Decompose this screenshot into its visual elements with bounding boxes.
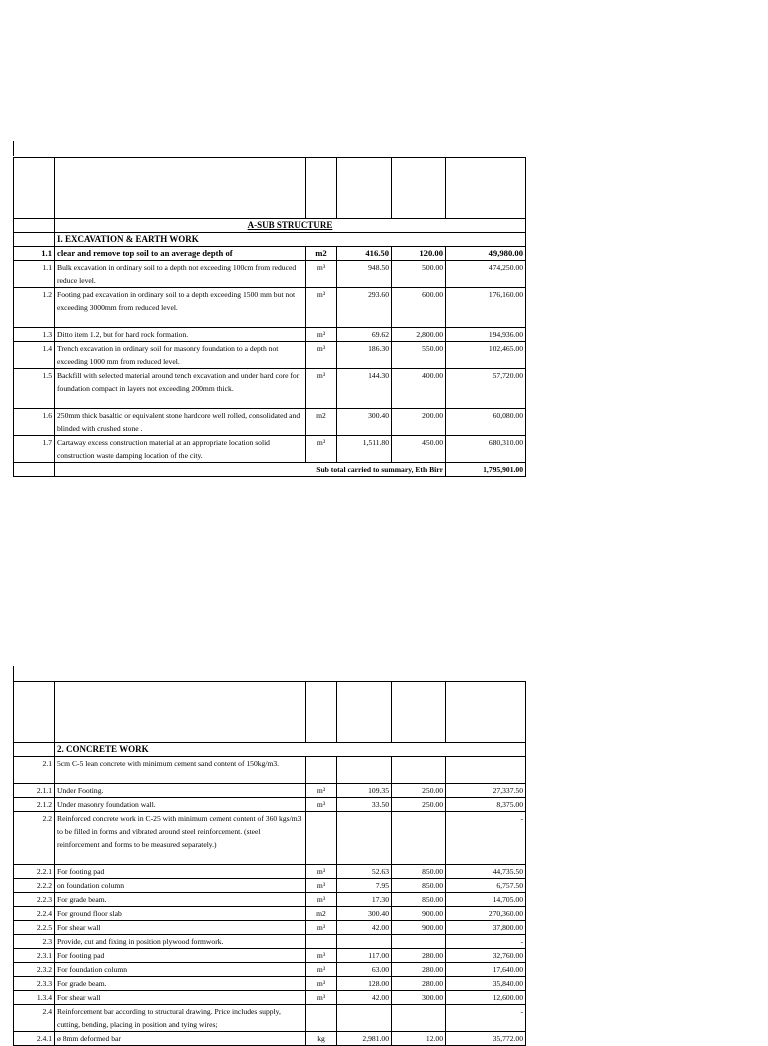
concrete-table — [13, 681, 526, 1046]
item-unit: m2 — [306, 409, 337, 436]
excavation-table — [13, 157, 526, 477]
item-desc: For grade beam. — [55, 977, 306, 991]
item-desc: Bulk excavation in ordinary soil to a depth not exceeding 100cm from reduced reduce level. — [55, 261, 306, 288]
item-qty: 33.50 — [337, 798, 392, 812]
item-unit: kg — [306, 1032, 337, 1046]
item-amount: - — [446, 935, 526, 949]
item-no: 1.2 — [14, 288, 55, 328]
item-qty: 52.63 — [337, 865, 392, 879]
section-heading-row — [14, 743, 526, 757]
item-row — [14, 409, 526, 436]
item-desc: clear and remove top soil to an average depth of — [55, 247, 306, 261]
item-unit: m³ — [306, 436, 337, 463]
item-row — [14, 977, 526, 991]
item-qty — [337, 812, 392, 865]
item-desc: Ditto item 1.2, but for hard rock formation. — [55, 328, 306, 342]
item-unit: m³ — [306, 991, 337, 1005]
item-row — [14, 1005, 526, 1032]
item-qty: 42.00 — [337, 921, 392, 935]
item-amount: 17,640.00 — [446, 963, 526, 977]
item-desc: Backfill with selected material around tench excavation and under hard core for foundation compact in layers not exceeding 200mm thick. — [55, 369, 306, 409]
item-no: 2.1.2 — [14, 798, 55, 812]
item-row — [14, 907, 526, 921]
item-qty — [337, 757, 392, 784]
item-unit: m2 — [306, 907, 337, 921]
item-qty: 42.00 — [337, 991, 392, 1005]
item-rate: 600.00 — [392, 288, 446, 328]
item-no: 2.2.3 — [14, 893, 55, 907]
section-title-row — [14, 219, 526, 233]
item-unit: m³ — [306, 865, 337, 879]
item-qty: 144.30 — [337, 369, 392, 409]
item-unit: m³ — [306, 963, 337, 977]
item-row — [14, 757, 526, 784]
table-header-row — [14, 158, 526, 219]
item-row — [14, 921, 526, 935]
item-amount: 8,375.00 — [446, 798, 526, 812]
item-qty — [337, 935, 392, 949]
item-row — [14, 812, 526, 865]
item-rate — [392, 757, 446, 784]
item-rate: 280.00 — [392, 977, 446, 991]
item-desc: For shear wall — [55, 921, 306, 935]
item-rate: 900.00 — [392, 921, 446, 935]
item-rate: 12.00 — [392, 1032, 446, 1046]
item-rate: 850.00 — [392, 879, 446, 893]
item-rate — [392, 812, 446, 865]
item-row — [14, 369, 526, 409]
item-desc: For ground floor slab — [55, 907, 306, 921]
item-unit: m³ — [306, 342, 337, 369]
item-rate: 850.00 — [392, 893, 446, 907]
item-unit: m³ — [306, 261, 337, 288]
item-row — [14, 436, 526, 463]
item-qty: 1,511.80 — [337, 436, 392, 463]
item-unit: m³ — [306, 921, 337, 935]
item-amount — [446, 757, 526, 784]
item-rate: 550.00 — [392, 342, 446, 369]
item-amount: 35,772.00 — [446, 1032, 526, 1046]
item-row — [14, 991, 526, 1005]
item-amount: 14,705.00 — [446, 893, 526, 907]
item-amount: 27,337.50 — [446, 784, 526, 798]
section-heading-row — [14, 233, 526, 247]
item-qty: 2,981.00 — [337, 1032, 392, 1046]
section-heading: I. EXCAVATION & EARTH WORK — [55, 233, 526, 247]
item-desc: ø 8mm deformed bar — [55, 1032, 306, 1046]
item-desc: For foundation column — [55, 963, 306, 977]
item-unit: m³ — [306, 369, 337, 409]
item-amount: 60,080.00 — [446, 409, 526, 436]
item-amount: - — [446, 812, 526, 865]
item-no: 2.1 — [14, 757, 55, 784]
item-row — [14, 261, 526, 288]
item-desc: Footing pad excavation in ordinary soil to a depth exceeding 1500 mm but not exceeding 3000mm from reduced level. — [55, 288, 306, 328]
item-rate — [392, 935, 446, 949]
item-row — [14, 949, 526, 963]
item-no: 1.3.4 — [14, 991, 55, 1005]
item-qty: 948.50 — [337, 261, 392, 288]
item-rate: 300.00 — [392, 991, 446, 1005]
item-amount: 102,465.00 — [446, 342, 526, 369]
item-row — [14, 1032, 526, 1046]
item-amount: 194,936.00 — [446, 328, 526, 342]
item-desc: Under Footing. — [55, 784, 306, 798]
item-qty: 63.00 — [337, 963, 392, 977]
page-marker-bottom — [13, 666, 14, 681]
item-qty: 293.60 — [337, 288, 392, 328]
table-header-row — [14, 682, 526, 743]
item-qty: 69.62 — [337, 328, 392, 342]
item-rate: 850.00 — [392, 865, 446, 879]
item-desc: Provide, cut and fixing in position plywood formwork. — [55, 935, 306, 949]
item-amount: 49,980.00 — [446, 247, 526, 261]
item-unit: m³ — [306, 798, 337, 812]
item-no: 1.7 — [14, 436, 55, 463]
item-amount: 12,600.00 — [446, 991, 526, 1005]
item-no: 2.3.2 — [14, 963, 55, 977]
item-no: 2.3.3 — [14, 977, 55, 991]
item-amount: 176,160.00 — [446, 288, 526, 328]
item-rate: 250.00 — [392, 798, 446, 812]
item-no: 2.4.1 — [14, 1032, 55, 1046]
item-amount: 6,757.50 — [446, 879, 526, 893]
item-no: 2.2.5 — [14, 921, 55, 935]
item-desc: For footing pad — [55, 865, 306, 879]
item-unit: m³ — [306, 949, 337, 963]
item-desc: 250mm thick basaltic or equivalent stone hardcore well rolled, consolidated and blinded with crushed stone . — [55, 409, 306, 436]
item-amount: 680,310.00 — [446, 436, 526, 463]
item-rate: 280.00 — [392, 949, 446, 963]
item-no: 1.3 — [14, 328, 55, 342]
item-no: 2.3 — [14, 935, 55, 949]
item-row — [14, 328, 526, 342]
item-unit: m³ — [306, 784, 337, 798]
subtotal-row — [14, 463, 526, 477]
item-row — [14, 865, 526, 879]
item-rate — [392, 1005, 446, 1032]
item-unit — [306, 935, 337, 949]
item-unit — [306, 757, 337, 784]
item-no: 2.2.2 — [14, 879, 55, 893]
item-unit — [306, 812, 337, 865]
item-unit: m³ — [306, 328, 337, 342]
item-amount: 37,800.00 — [446, 921, 526, 935]
item-unit: m³ — [306, 893, 337, 907]
item-unit: m³ — [306, 879, 337, 893]
item-rate: 200.00 — [392, 409, 446, 436]
item-desc: For grade beam. — [55, 893, 306, 907]
item-rate: 250.00 — [392, 784, 446, 798]
item-row — [14, 342, 526, 369]
item-qty: 128.00 — [337, 977, 392, 991]
item-no: 2.3.1 — [14, 949, 55, 963]
item-rate: 280.00 — [392, 963, 446, 977]
item-amount: 32,760.00 — [446, 949, 526, 963]
item-rate: 2,800.00 — [392, 328, 446, 342]
item-qty: 300.40 — [337, 907, 392, 921]
item-qty: 186.30 — [337, 342, 392, 369]
item-no: 2.1.1 — [14, 784, 55, 798]
item-no: 1.1 — [14, 261, 55, 288]
item-amount: 44,735.50 — [446, 865, 526, 879]
item-amount: 474,250.00 — [446, 261, 526, 288]
item-desc: Trench excavation in ordinary soil for masonry foundation to a depth not exceeding 1000 mm from reduced level. — [55, 342, 306, 369]
item-row — [14, 963, 526, 977]
item-no: 2.2 — [14, 812, 55, 865]
item-row — [14, 935, 526, 949]
item-no: 1.5 — [14, 369, 55, 409]
page-marker-top — [13, 141, 14, 156]
item-rate: 400.00 — [392, 369, 446, 409]
item-desc: Reinforcement bar according to structural drawing. Price includes supply, cutting, bending, placing in position and tying wires; — [55, 1005, 306, 1032]
item-row — [14, 798, 526, 812]
item-unit: m³ — [306, 977, 337, 991]
item-desc: Reinforced concrete work in C-25 with minimum cement content of 360 kgs/m3 to be filled in forms and vibrated around steel reinforcement. (steel reinforcement and forms to be measured separately.) — [55, 812, 306, 865]
item-no: 2.2.4 — [14, 907, 55, 921]
item-no: 1.1 — [14, 247, 55, 261]
item-qty: 17.30 — [337, 893, 392, 907]
item-unit — [306, 1005, 337, 1032]
item-desc: 5cm C-5 lean concrete with minimum cement sand content of 150kg/m3. — [55, 757, 306, 784]
item-row — [14, 288, 526, 328]
section-heading: 2. CONCRETE WORK — [55, 743, 526, 757]
item-qty: 416.50 — [337, 247, 392, 261]
item-unit: m2 — [306, 247, 337, 261]
item-unit: m³ — [306, 288, 337, 328]
item-qty: 109.35 — [337, 784, 392, 798]
item-no: 2.2.1 — [14, 865, 55, 879]
item-rate: 450.00 — [392, 436, 446, 463]
subtotal-label: Sub total carried to summary, Eth Birr — [55, 463, 446, 477]
item-desc: For footing pad — [55, 949, 306, 963]
item-amount: - — [446, 1005, 526, 1032]
item-no: 1.4 — [14, 342, 55, 369]
item-no: 2.4 — [14, 1005, 55, 1032]
item-row — [14, 784, 526, 798]
item-qty: 117.00 — [337, 949, 392, 963]
item-rate: 120.00 — [392, 247, 446, 261]
item-qty: 300.40 — [337, 409, 392, 436]
item-no: 1.6 — [14, 409, 55, 436]
item-amount: 270,360.00 — [446, 907, 526, 921]
item-amount: 57,720.00 — [446, 369, 526, 409]
item-desc: Cartaway excess construction material at an appropriate location solid construction waste damping location of the city. — [55, 436, 306, 463]
item-qty — [337, 1005, 392, 1032]
subtotal-value: 1,795,901.00 — [446, 463, 526, 477]
item-desc: Under masonry foundation wall. — [55, 798, 306, 812]
section-title: A-SUB STRUCTURE — [55, 219, 526, 233]
item-row — [14, 893, 526, 907]
item-row — [14, 247, 526, 261]
item-desc: on foundation column — [55, 879, 306, 893]
item-rate: 500.00 — [392, 261, 446, 288]
item-amount: 35,840.00 — [446, 977, 526, 991]
item-row — [14, 879, 526, 893]
item-qty: 7.95 — [337, 879, 392, 893]
item-desc: For shear wall — [55, 991, 306, 1005]
item-rate: 900.00 — [392, 907, 446, 921]
